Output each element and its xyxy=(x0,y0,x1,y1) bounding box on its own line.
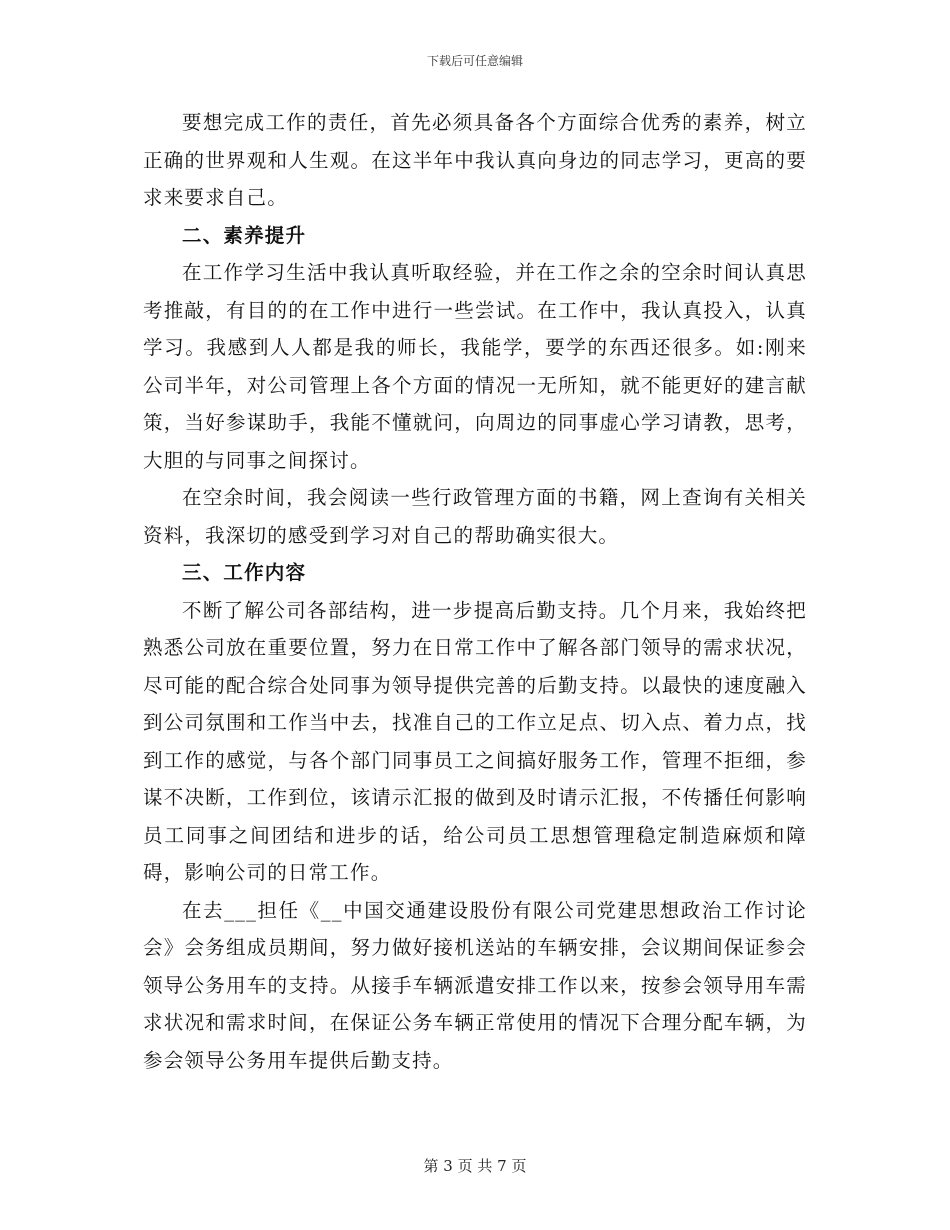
page-number-footer: 第 3 页 共 7 页 xyxy=(423,1157,527,1175)
paragraph-conference: 在去___担任《__中国交通建设股份有限公司党建思想政治工作讨论会》会务组成员期间，努力做好接机送站的车辆安排，会议期间保证参会领导公务用车的支持。从接手车辆派遣安排工作以来，按参会领导用车需求状况和需求时间，在保证公务车辆正常使用的情况下合理分配车辆，为参会领导公务用车提供后勤支持。 xyxy=(143,898,807,1072)
document-body xyxy=(143,104,807,1079)
paragraph-responsibility: 要想完成工作的责任，首先必须具备各个方面综合优秀的素养，树立正确的世界观和人生观。在这半年中我认真向身边的同志学习，更高的要求来要求自己。 xyxy=(143,111,807,209)
paragraph-learning: 在工作学习生活中我认真听取经验，并在工作之余的空余时间认真思考推敲，有目的的在工作中进行一些尝试。在工作中，我认真投入，认真学习。我感到人人都是我的师长，我能学，要学的东西还很多。如:刚来公司半年，对公司管理上各个方面的情况一无所知，就不能更好的建言献策，当好参谋助手，我能不懂就问，向周边的同事虚心学习请教，思考，大胆的与同事之间探讨。 xyxy=(143,261,807,472)
section-heading-work: 三、工作内容 xyxy=(182,561,307,584)
page-header: 下载后可任意编辑 xyxy=(426,54,523,68)
section-heading-quality: 二、素养提升 xyxy=(182,223,307,247)
paragraph-work-support: 不断了解公司各部结构，进一步提高后勤支持。几个月来，我始终把熟悉公司放在重要位置，努力在日常工作中了解各部门领导的需求状况，尽可能的配合综合处同事为领导提供完善的后勤支持。以最快的速度融入到公司氛围和工作当中去，找准自己的工作立足点、切入点、着力点，找到工作的感觉，与各个部门同事员工之间搞好服务工作，管理不拒细，参谋不决断，工作到位，该请示汇报的做到及时请示汇报，不传播任何影响员工同事之间团结和进步的话，给公司员工思想管理稳定制造麻烦和障碍，影响公司的日常工作。 xyxy=(143,598,807,884)
paragraph-spare-time: 在空余时间，我会阅读一些行政管理方面的书籍，网上查询有关相关资料，我深切的感受到学习对自己的帮助确实很大。 xyxy=(143,486,807,547)
